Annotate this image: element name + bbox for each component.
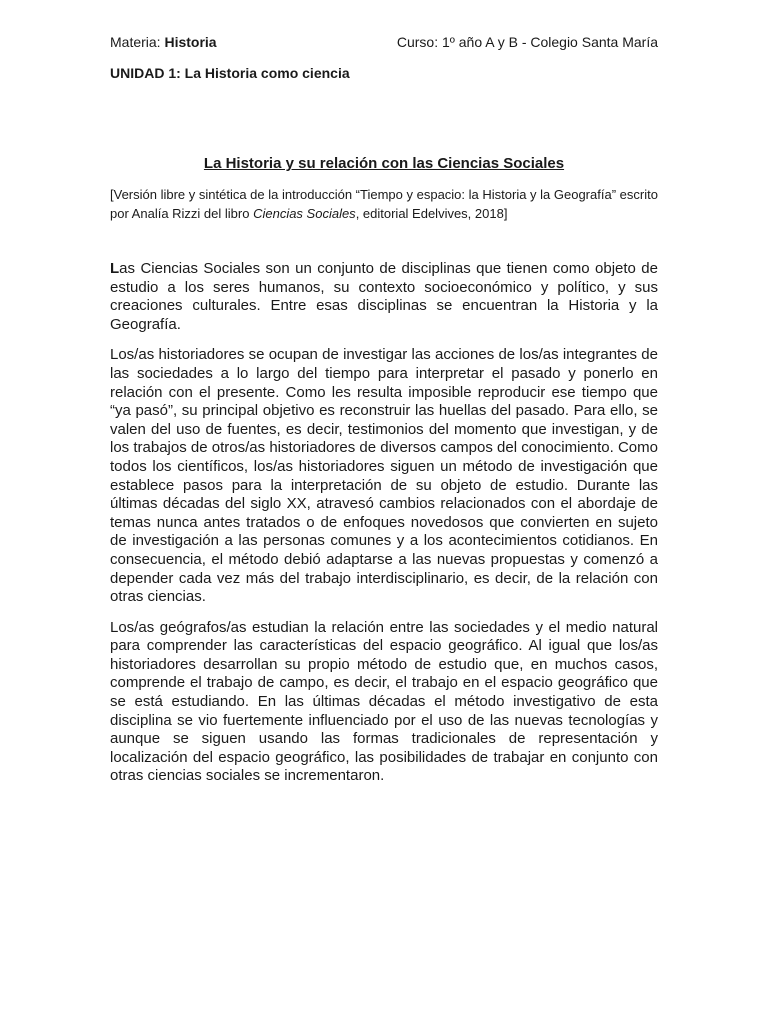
document-body [110,260,658,798]
page-header [110,33,658,51]
paragraph-3: Los/as geógrafos/as estudian la relación entre las sociedades y el medio natural para comprender las características del espacio geográfico. Al igual que los/as historiadores desarrollan su propio método de estudio que, en muchos casos, comprende el trabajo de campo, es decir, el trabajo en el espacio geográfico que se está estudiando. En las últimas décadas el método investigativo de esta disciplina se vio fuertemente influenciado por el uso de las nuevas tecnologías y aunque se siguen usando las formas tradicionales de representación y localización del espacio geográfico, las posibilidades de trabajar en conjunto con otras ciencias sociales se incrementaron. [110,618,658,785]
subject-value: Historia [164,34,217,50]
document-title: La Historia y su relación con las Ciencias Sociales [203,155,565,172]
source-note [110,185,664,223]
source-book-title: Ciencias Sociales [253,206,356,221]
source-text-before: [Versión libre y sintética de la introducción “Tiempo y espacio: la Historia y la Geografía” escrito por Analía Rizzi del libro [110,187,658,221]
unit-heading: UNIDAD 1: La Historia como ciencia [110,65,350,81]
paragraph-1 [110,260,658,334]
subject-line [110,33,217,51]
source-text-after: , editorial Edelvives, 2018] [355,206,508,221]
subject-label: Materia: [110,34,161,50]
paragraph-1-text: as Ciencias Sociales son un conjunto de disciplinas que tienen como objeto de estudio a los seres humanos, su contexto socioeconómico y político, y sus creaciones culturales. Entre esas disciplinas se encuentran la Historia y la Geografía. [110,260,658,333]
course-line: Curso: 1º año A y B - Colegio Santa María [396,34,658,50]
paragraph-2: Los/as historiadores se ocupan de investigar las acciones de los/as integrantes de las sociedades a lo largo del tiempo para interpretar el pasado y ponerlo en relación con el presente. Como les resulta imposible reproducir ese tiempo que “ya pasó”, su principal objetivo es reconstruir las huellas del pasado. Para ello, se valen del uso de fuentes, es decir, testimonios del momento que investigan, y de los trabajos de otros/as historiadores de diversos campos del conocimiento. Como todos los científicos, los/as historiadores siguen un método de investigación que establece pasos para la interpretación de su objeto de estudio. Durante las últimas décadas del siglo XX, atravesó cambios relacionados con el abordaje de temas nunca antes tratados o de enfoques novedosos que convierten en sujeto de investigación a las personas comunes y a los acontecimientos cotidianos. En consecuencia, el método debió adaptarse a las nuevas propuestas y comenzó a depender cada vez más del trabajo interdisciplinario, es decir, de la relación con otras ciencias. [110,346,658,606]
paragraph-initial: L [110,260,120,277]
